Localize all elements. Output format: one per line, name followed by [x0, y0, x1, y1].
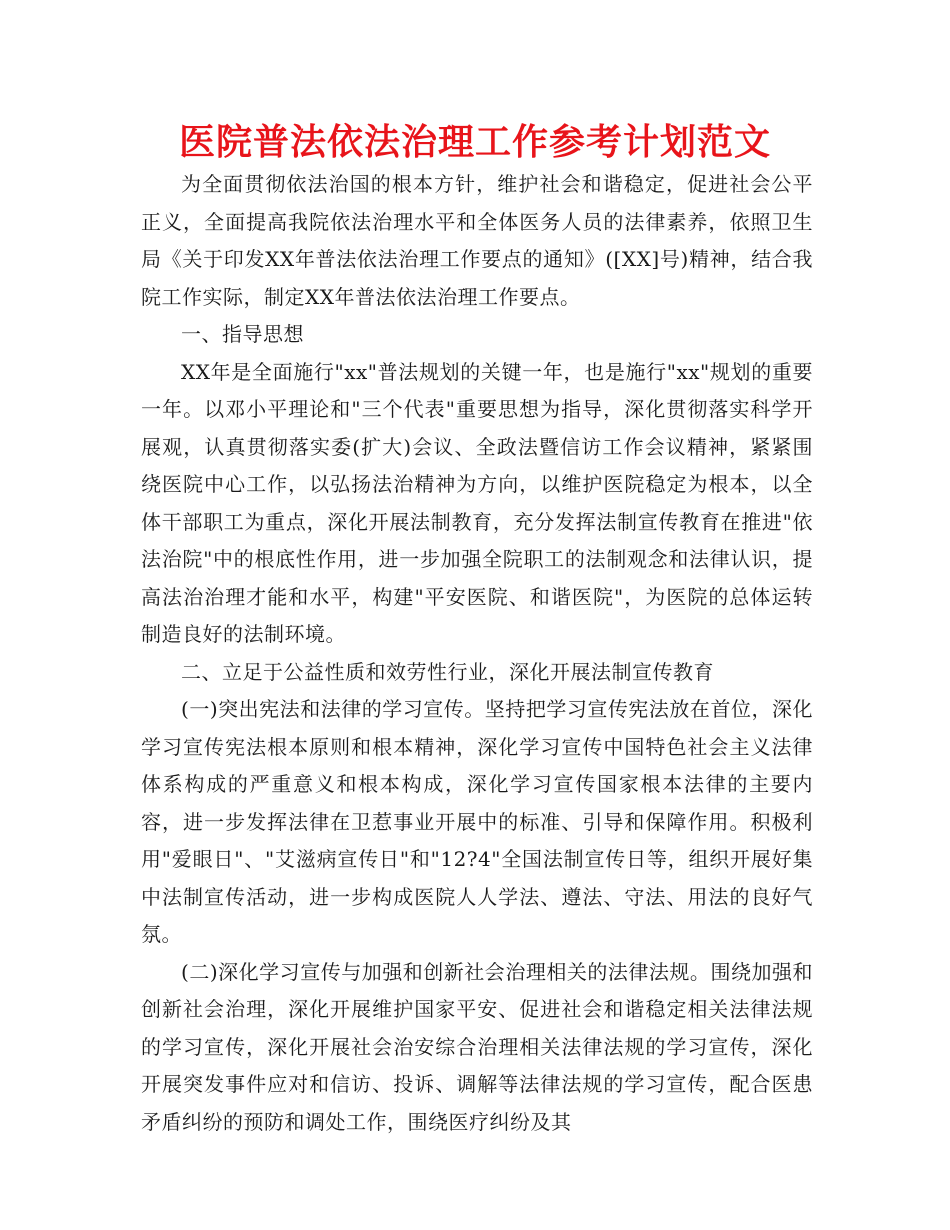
subsection-constitution-paragraph: (一)突出宪法和法律的学习宣传。坚持把学习宣传宪法放在首位，深化学习宣传宪法根本原则和根本精神，深化学习宣传中国特色社会主义法律体系构成的严重意义和根本构成，深化学习宣传国家根本法律的主要内容，进一步发挥法律在卫惹事业开展中的标准、引导和保障作用。积极利用"爱眼日"、"艾滋病宣传日"和"12?4"全国法制宣传日等，组织开展好集中法制宣传活动，进一步构成医院人人学法、遵法、守法、用法的良好气氛。: [141, 697, 813, 946]
section-heading-legal-education: 二、立足于公益性质和效劳性行业，深化开展法制宣传教育: [181, 659, 714, 684]
subsection-social-governance-paragraph: (二)深化学习宣传与加强和创新社会治理相关的法律法规。围绕加强和创新社会治理，深化开展维护国家平安、促进社会和谐稳定相关法律法规的学习宣传，深化开展社会治安综合治理相关法律法规的学习宣传，深化开展突发事件应对和信访、投诉、调解等法律法规的学习宣传，配合医患矛盾纠纷的预防和调处工作，围绕医疗纠纷及其: [141, 959, 813, 1134]
guiding-ideology-paragraph: XX年是全面施行"xx"普法规划的关键一年，也是施行"xx"规划的重要一年。以邓小平理论和"三个代表"重要思想为指导，深化贯彻落实科学开展观，认真贯彻落实委(扩大)会议、全政法暨信访工作会议精神，紧紧围绕医院中心工作，以弘扬法治精神为方向，以维护医院稳定为根本，以全体干部职工为重点，深化开展法制教育，充分发挥法制宣传教育在推进"依法治院"中的根底性作用，进一步加强全院职工的法制观念和法律认识，提高法治治理才能和水平，构建"平安医院、和谐医院"，为医院的总体运转制造良好的法制环境。: [141, 359, 813, 646]
section-heading-guiding-ideology: 一、指导思想: [181, 322, 304, 346]
document-body: [141, 166, 813, 1141]
document-title: 医院普法依法治理工作参考计划范文: [178, 122, 771, 163]
intro-paragraph: 为全面贯彻依法治国的根本方针，维护社会和谐稳定，促进社会公平正义，全面提高我院依法治理水平和全体医务人员的法律素养，依照卫生局《关于印发XX年普法依法治理工作要点的通知》([XX]号)精神，结合我院工作实际，制定XX年普法依法治理工作要点。: [141, 172, 813, 309]
